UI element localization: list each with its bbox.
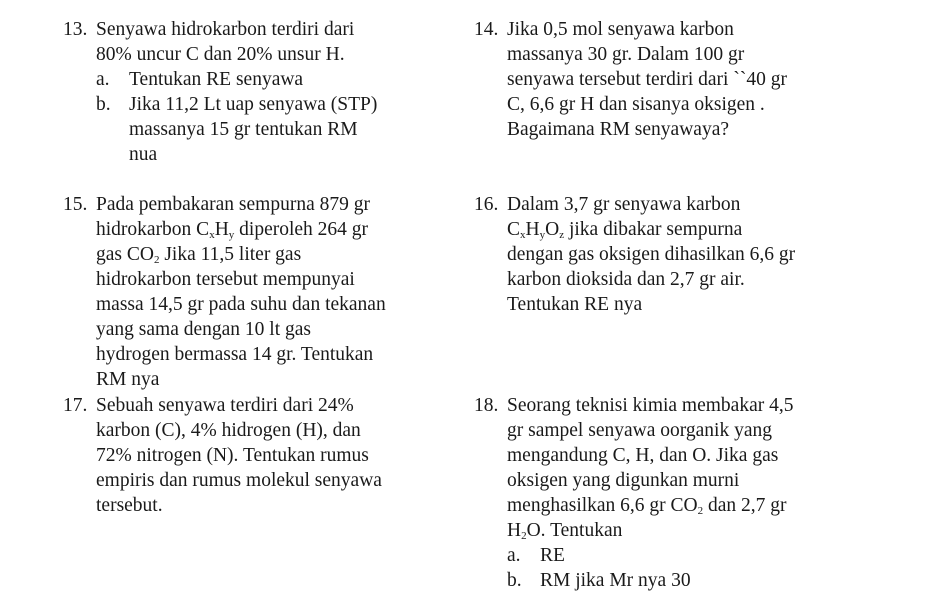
question-text-line: Seorang teknisi kimia membakar 4,5: [507, 395, 794, 416]
question-number: 18.: [474, 395, 499, 416]
sub-label: b.: [96, 94, 111, 115]
sub-label: a.: [507, 545, 521, 566]
question-text-line: Pada pembakaran sempurna 879 gr: [96, 194, 370, 215]
question-text-line: Bagaimana RM senyawaya?: [507, 119, 730, 140]
sub-text: Jika 11,2 Lt uap senyawa (STP): [129, 94, 378, 115]
question-text-line: karbon (C), 4% hidrogen (H), dan: [96, 420, 361, 441]
sub-question-b: [96, 92, 378, 117]
question-text-line: gas $CO_2$ Jika 11,5 liter gas: [96, 244, 302, 266]
question-text-line: $H_2O$. Tentukan: [507, 520, 623, 542]
sub-text: RE: [540, 545, 565, 566]
question-text-line: 80% uncur C dan 20% unsur H.: [96, 44, 345, 65]
question-text-line: oksigen yang digunkan murni: [507, 470, 740, 491]
question-text-line: hidrokarbon $C_xH_y$ diperoleh 264 gr: [96, 219, 369, 241]
question-text-line: $C_xH_yO_z$ jika dibakar sempurna: [507, 219, 743, 241]
question-text-line: dengan gas oksigen dihasilkan 6,6 gr: [507, 244, 796, 265]
question-text-line: massanya 30 gr. Dalam 100 gr: [507, 44, 745, 65]
question-text-line: hidrokarbon tersebut mempunyai: [96, 269, 355, 290]
sub-text: Tentukan RE senyawa: [129, 69, 304, 90]
sub-text: nua: [129, 144, 158, 165]
sub-text: RM jika Mr nya 30: [540, 570, 691, 591]
question-text-line: Dalam 3,7 gr senyawa karbon: [507, 194, 741, 215]
question-text-line: Senyawa hidrokarbon terdiri dari: [96, 19, 355, 40]
question-text-line: karbon dioksida dan 2,7 gr air.: [507, 269, 745, 290]
question-text-line: tersebut.: [96, 495, 163, 516]
question-text-line: C, 6,6 gr H dan sisanya oksigen .: [507, 94, 765, 115]
question-number: 16.: [474, 194, 499, 215]
question-text-line: RM nya: [96, 369, 160, 390]
question-text-line: senyawa tersebut terdiri dari ``40 gr: [507, 69, 787, 90]
sub-question-a: [96, 67, 354, 92]
question-number: 17.: [63, 395, 88, 416]
question-text-line: 72% nitrogen (N). Tentukan rumus: [96, 445, 369, 466]
sub-label: b.: [507, 570, 522, 591]
question-text-line: menghasilkan 6,6 gr $CO_2$ dan 2,7 gr: [507, 495, 787, 517]
question-text-line: Sebuah senyawa terdiri dari 24%: [96, 395, 354, 416]
question-text-line: empiris dan rumus molekul senyawa: [96, 470, 382, 491]
question-text-line: yang sama dengan 10 lt gas: [96, 319, 311, 340]
question-text-line: hydrogen bermassa 14 gr. Tentukan: [96, 344, 374, 365]
question-number: 15.: [63, 194, 88, 215]
sub-question-b: [507, 568, 793, 593]
question-number: 14.: [474, 19, 499, 40]
sub-label: a.: [96, 69, 110, 90]
sub-question-a: [507, 543, 793, 568]
question-text-line: Jika 0,5 mol senyawa karbon: [507, 19, 734, 40]
question-text-line: Tentukan RE nya: [507, 294, 643, 315]
question-text-line: massa 14,5 gr pada suhu dan tekanan: [96, 294, 386, 315]
question-text-line: gr sampel senyawa oorganik yang: [507, 420, 772, 441]
sub-text: massanya 15 gr tentukan RM: [129, 119, 358, 140]
question-number: 13.: [63, 19, 88, 40]
question-text-line: mengandung C, H, dan O. Jika gas: [507, 445, 779, 466]
